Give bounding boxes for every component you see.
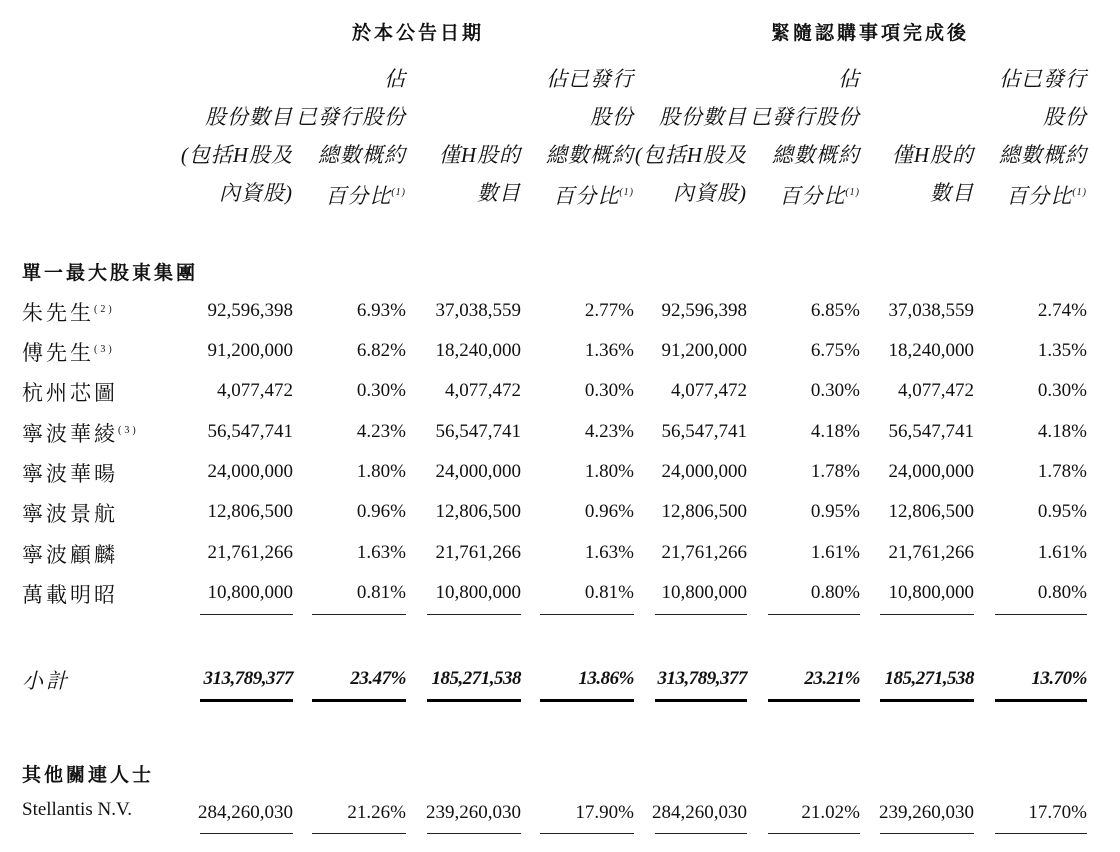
column-rule: [995, 614, 1087, 615]
subtotal-double-rule: [427, 699, 521, 702]
column-header-text: 數目: [930, 181, 974, 205]
table-cell: 18,240,000: [435, 340, 521, 361]
column-header-line: [720, 98, 860, 136]
table-cell: 4,077,472: [671, 380, 747, 401]
column-rule: [540, 614, 634, 615]
subtotal-cell: 313,789,377: [657, 668, 747, 689]
column-header-text: 佔: [838, 67, 860, 91]
table-cell: 24,000,000: [888, 461, 974, 482]
group-header: 於本公告日期: [351, 22, 484, 44]
table-cell: 1.36%: [584, 340, 634, 361]
table-cell: 284,260,030: [652, 802, 747, 823]
table-cell: 21,761,266: [435, 542, 521, 563]
table-cell: 17.90%: [575, 802, 634, 823]
table-cell: 6.75%: [810, 340, 860, 361]
table-cell: 4,077,472: [898, 380, 974, 401]
table-cell: 6.85%: [810, 300, 860, 321]
table-cell: 4.23%: [356, 421, 406, 442]
row-label-text: 杭州芯圖: [22, 381, 118, 405]
column-header-line: [947, 136, 1087, 174]
table-cell: 0.96%: [584, 501, 634, 522]
table-cell: 0.30%: [356, 380, 406, 401]
table-cell: 12,806,500: [435, 501, 521, 522]
column-rule: [880, 614, 974, 615]
table-cell: 56,547,741: [435, 421, 521, 442]
row-label: [22, 539, 118, 569]
column-header-text: 股份數目: [205, 105, 293, 129]
subtotal-cell: 185,271,538: [431, 668, 521, 689]
column-rule: [200, 614, 293, 615]
column-header-text: 僅H股的: [891, 143, 974, 167]
row-label-text: 萬載明昭: [22, 583, 118, 607]
column-header-text: 佔: [384, 67, 406, 91]
subtotal-double-rule: [200, 699, 293, 702]
row-label: [22, 458, 118, 488]
table-cell: 24,000,000: [435, 461, 521, 482]
row-label: [22, 377, 118, 407]
row-label: [22, 418, 139, 448]
footnote-marker: (3): [94, 344, 115, 355]
table-cell: 56,547,741: [888, 421, 974, 442]
footnote-marker: (1): [619, 187, 634, 198]
table-cell: 6.82%: [356, 340, 406, 361]
column-header-text: 股份: [1043, 105, 1087, 129]
column-header-text: 總數概約: [772, 143, 860, 167]
table-cell: 21.02%: [801, 802, 860, 823]
column-header-text: 內資股): [673, 181, 747, 205]
section-title: 單一最大股東集團: [22, 262, 199, 284]
column-header-line: [947, 60, 1087, 98]
table-cell: 56,547,741: [207, 421, 293, 442]
table-cell: 0.95%: [810, 501, 860, 522]
footnote-marker: (3): [118, 425, 139, 436]
table-cell: 6.93%: [356, 300, 406, 321]
column-header-text: 總數概約: [318, 143, 406, 167]
table-cell: 18,240,000: [888, 340, 974, 361]
column-rule: [995, 833, 1087, 834]
table-cell: 24,000,000: [207, 461, 293, 482]
row-label-text: 寧波景航: [22, 502, 118, 526]
row-label-text: 寧波顧麟: [22, 543, 118, 567]
group-header: 緊隨認購事項完成後: [770, 22, 969, 44]
table-cell: 17.70%: [1028, 802, 1087, 823]
table-cell: 0.80%: [1037, 582, 1087, 603]
table-cell: 24,000,000: [661, 461, 747, 482]
column-rule: [540, 833, 634, 834]
table-cell: 4.18%: [810, 421, 860, 442]
column-header-text: 內資股): [219, 181, 293, 205]
table-cell: 21,761,266: [661, 542, 747, 563]
table-cell: 56,547,741: [661, 421, 747, 442]
column-header-text: 已發行股份: [296, 105, 406, 129]
column-header-text: 佔已發行: [546, 67, 634, 91]
subtotal-cell: 23.21%: [804, 668, 860, 689]
column-rule: [312, 614, 406, 615]
table-cell: 0.30%: [810, 380, 860, 401]
table-cell: 1.80%: [356, 461, 406, 482]
column-header-text: 總數概約: [999, 143, 1087, 167]
table-cell: 2.77%: [584, 300, 634, 321]
column-header-line: [266, 60, 406, 98]
table-cell: 1.63%: [356, 542, 406, 563]
column-header-text: 百分比: [553, 184, 620, 208]
table-cell: 10,800,000: [888, 582, 974, 603]
subtotal-double-rule: [312, 699, 406, 702]
column-rule: [312, 833, 406, 834]
row-label-text: Stellantis N.V.: [22, 799, 132, 820]
table-cell: 0.81%: [356, 582, 406, 603]
subtotal-double-rule: [655, 699, 747, 702]
table-cell: 239,260,030: [879, 802, 974, 823]
column-rule: [427, 614, 521, 615]
row-label: [22, 799, 132, 821]
table-cell: 0.96%: [356, 501, 406, 522]
subtotal-double-rule: [880, 699, 974, 702]
row-label: [22, 297, 115, 327]
column-rule: [880, 833, 974, 834]
column-header-line: [494, 60, 634, 98]
table-cell: 21.26%: [347, 802, 406, 823]
table-cell: 0.81%: [584, 582, 634, 603]
column-header-text: 百分比: [1006, 184, 1073, 208]
column-rule: [655, 833, 747, 834]
table-cell: 284,260,030: [198, 802, 293, 823]
column-header-text: 百分比: [325, 184, 392, 208]
row-label: [22, 498, 118, 528]
column-header-text: 數目: [477, 181, 521, 205]
subtotal-cell: 185,271,538: [884, 668, 974, 689]
table-cell: 12,806,500: [888, 501, 974, 522]
table-cell: 0.95%: [1037, 501, 1087, 522]
column-header-line: [947, 174, 1087, 215]
subtotal-cell: 13.86%: [578, 668, 634, 689]
column-rule: [200, 833, 293, 834]
subtotal-label: 小計: [22, 669, 70, 693]
table-cell: 239,260,030: [426, 802, 521, 823]
column-header-text: (包括H股及: [634, 143, 747, 167]
column-header-line: [947, 98, 1087, 136]
table-cell: 91,200,000: [661, 340, 747, 361]
table-cell: 92,596,398: [207, 300, 293, 321]
table-cell: 1.78%: [810, 461, 860, 482]
section-title: 其他關連人士: [22, 764, 155, 786]
subtotal-cell: 313,789,377: [203, 668, 293, 689]
table-cell: 4.18%: [1037, 421, 1087, 442]
row-label-text: 寧波華暘: [22, 462, 118, 486]
table-cell: 1.63%: [584, 542, 634, 563]
table-cell: 4,077,472: [217, 380, 293, 401]
table-cell: 91,200,000: [207, 340, 293, 361]
table-cell: 0.30%: [1037, 380, 1087, 401]
subtotal-double-rule: [540, 699, 634, 702]
table-cell: 10,800,000: [207, 582, 293, 603]
column-header-line: [266, 98, 406, 136]
table-cell: 12,806,500: [207, 501, 293, 522]
table-cell: 0.80%: [810, 582, 860, 603]
table-cell: 1.35%: [1037, 340, 1087, 361]
table-cell: 1.78%: [1037, 461, 1087, 482]
column-header-line: [720, 60, 860, 98]
table-cell: 37,038,559: [888, 300, 974, 321]
table-cell: 12,806,500: [661, 501, 747, 522]
table-cell: 10,800,000: [435, 582, 521, 603]
table-cell: 1.80%: [584, 461, 634, 482]
column-header-text: 佔已發行: [999, 67, 1087, 91]
column-rule: [655, 614, 747, 615]
table-cell: 21,761,266: [888, 542, 974, 563]
footnote-marker: (1): [391, 187, 406, 198]
table-cell: 4.23%: [584, 421, 634, 442]
table-cell: 21,761,266: [207, 542, 293, 563]
column-rule: [768, 833, 860, 834]
table-cell: 92,596,398: [661, 300, 747, 321]
row-label-text: 傅先生: [22, 341, 94, 365]
table-cell: 1.61%: [1037, 542, 1087, 563]
row-label-text: 寧波華綾: [22, 422, 118, 446]
footnote-marker: (1): [845, 187, 860, 198]
column-rule: [427, 833, 521, 834]
subtotal-cell: 23.47%: [350, 668, 406, 689]
row-label-text: 朱先生: [22, 301, 94, 325]
table-cell: 10,800,000: [661, 582, 747, 603]
column-header-text: (包括H股及: [180, 143, 293, 167]
subtotal-double-rule: [995, 699, 1087, 702]
column-header-text: 僅H股的: [438, 143, 521, 167]
subtotal-double-rule: [768, 699, 860, 702]
column-header-text: 百分比: [779, 184, 846, 208]
row-label: [22, 337, 115, 367]
column-header-text: 已發行股份: [750, 105, 860, 129]
table-cell: 0.30%: [584, 380, 634, 401]
subtotal-cell: 13.70%: [1031, 668, 1087, 689]
footnote-marker: (2): [94, 304, 115, 315]
table-cell: 1.61%: [810, 542, 860, 563]
footnote-marker: (1): [1072, 187, 1087, 198]
row-label: [22, 579, 118, 609]
column-rule: [768, 614, 860, 615]
column-header-text: 股份: [590, 105, 634, 129]
table-cell: 2.74%: [1037, 300, 1087, 321]
table-cell: 37,038,559: [435, 300, 521, 321]
table-cell: 4,077,472: [445, 380, 521, 401]
column-header-text: 股份數目: [659, 105, 747, 129]
column-header-text: 總數概約: [546, 143, 634, 167]
